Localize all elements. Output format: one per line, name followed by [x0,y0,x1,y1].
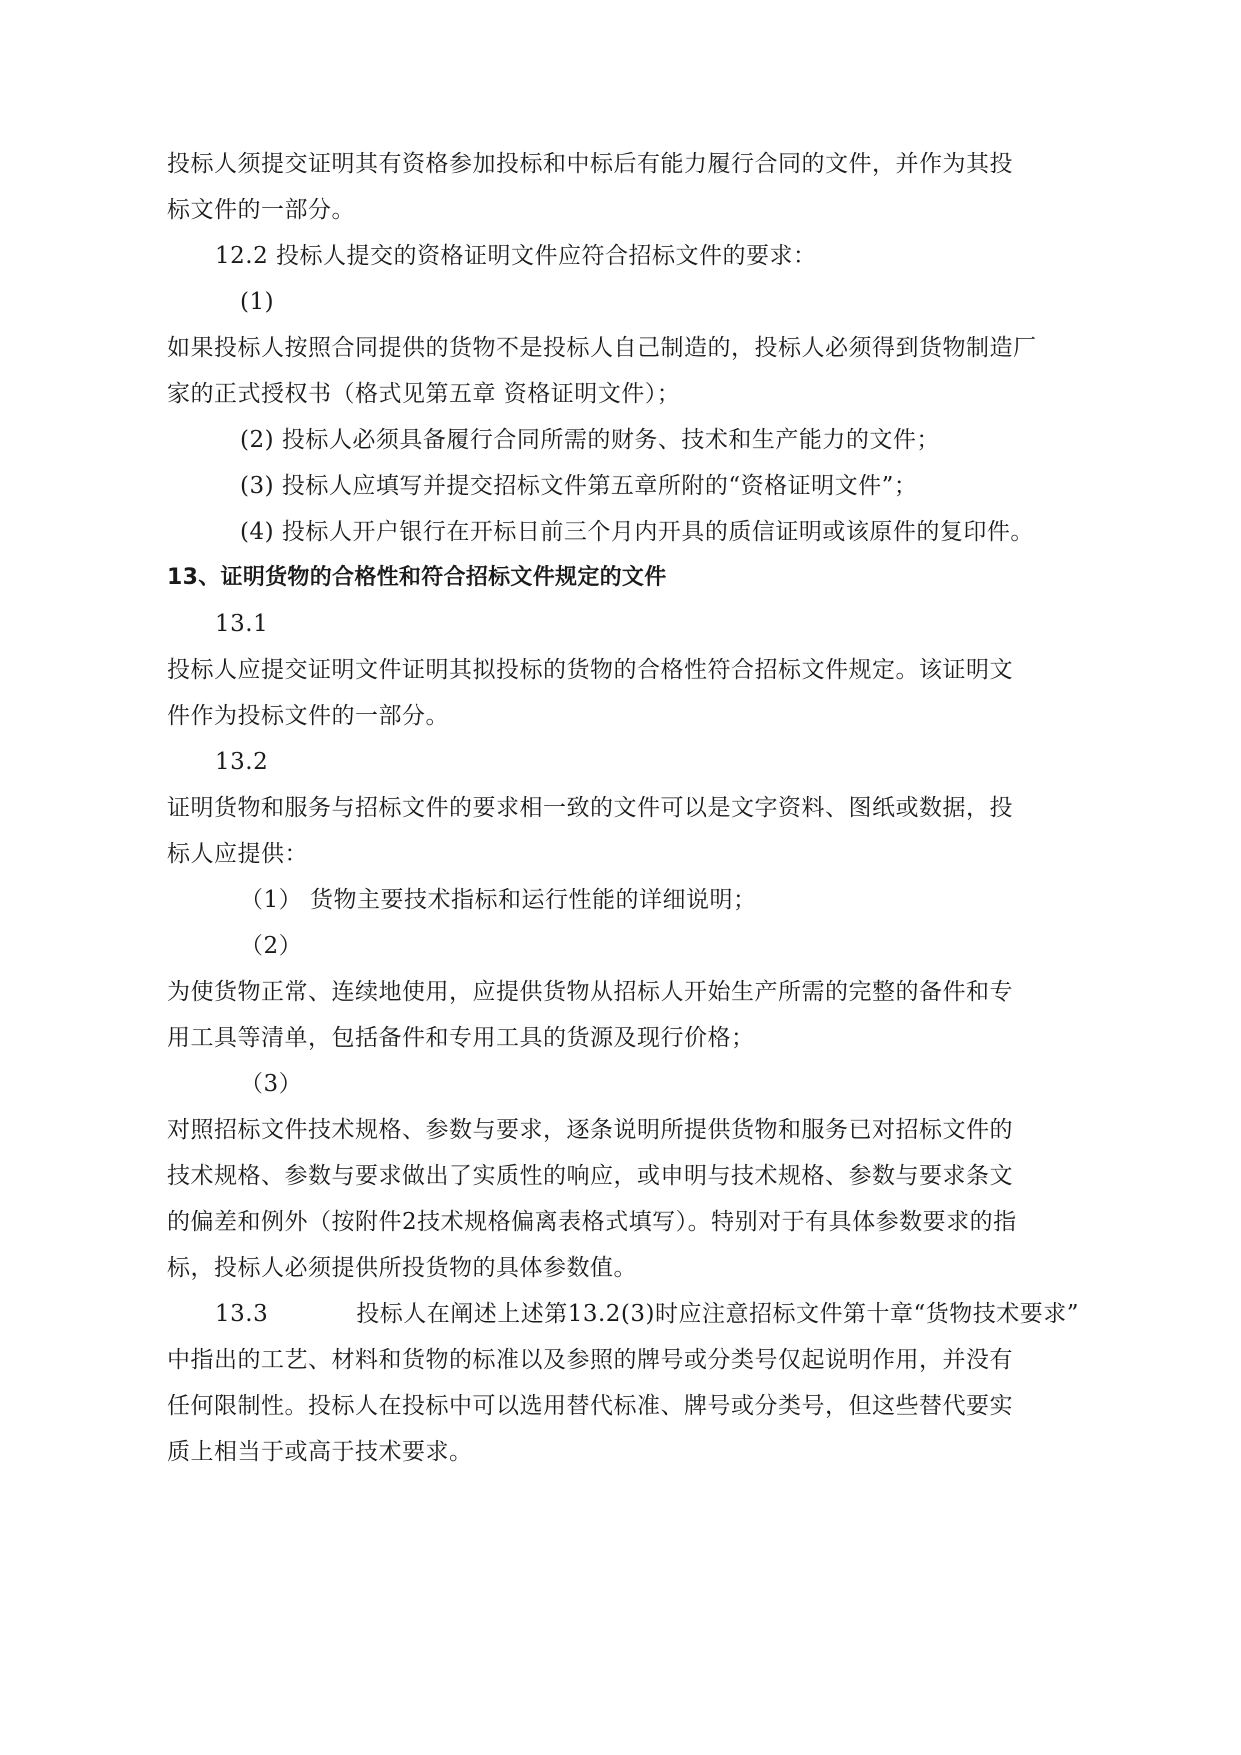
paragraph-line: 投标人须提交证明其有资格参加投标和中标后有能力履行合同的文件，并作为其投 [167,151,1013,177]
list-item: (3) 投标人应填写并提交招标文件第五章所附的“资格证明文件”； [240,473,918,499]
item-number: (1) [240,289,275,315]
item-number: （3） [240,1071,303,1097]
paragraph-line: 家的正式授权书（格式见第五章 资格证明文件）； [167,381,681,407]
paragraph-line: 技术规格、参数与要求做出了实质性的响应，或申明与技术规格、参数与要求条文 [167,1163,1013,1189]
paragraph-line: 中指出的工艺、材料和货物的标准以及参照的牌号或分类号仅起说明作用，并没有 [167,1347,1013,1373]
section-heading-13: 13、证明货物的合格性和符合招标文件规定的文件 [167,565,667,590]
clause-12-2: 12.2 投标人提交的资格证明文件应符合招标文件的要求： [215,243,817,269]
paragraph-line: 证明货物和服务与招标文件的要求相一致的文件可以是文字资料、图纸或数据，投 [167,795,1013,821]
list-item: （1） 货物主要技术指标和运行性能的详细说明； [240,887,757,913]
item-number: （2） [240,933,303,959]
paragraph-line: 标，投标人必须提供所投货物的具体参数值。 [167,1255,637,1281]
clause-13-3 [215,1299,1145,1329]
list-item: (2) 投标人必须具备履行合同所需的财务、技术和生产能力的文件； [240,427,940,453]
paragraph-line: 质上相当于或高于技术要求。 [167,1439,473,1465]
clause-number: 13.2 [215,749,269,775]
paragraph-line: 任何限制性。投标人在投标中可以选用替代标准、牌号或分类号，但这些替代要实 [167,1393,1013,1419]
clause-number: 13.1 [215,611,269,637]
clause-number: 13.3 [215,1301,269,1327]
paragraph-line: 标文件的一部分。 [167,197,355,223]
paragraph-line: 的偏差和例外（按附件2技术规格偏离表格式填写）。特别对于有具体参数要求的指 [167,1209,1017,1235]
paragraph-line: 用工具等清单，包括备件和专用工具的货源及现行价格； [167,1025,755,1051]
paragraph-line: 标人应提供： [167,841,308,867]
paragraph-line: 为使货物正常、连续地使用，应提供货物从招标人开始生产所需的完整的备件和专 [167,979,1013,1005]
paragraph-line: 件作为投标文件的一部分。 [167,703,449,729]
paragraph-line: 投标人应提交证明文件证明其拟投标的货物的合格性符合招标文件规定。该证明文 [167,657,1013,683]
list-item: (4) 投标人开户银行在开标日前三个月内开具的质信证明或该原件的复印件。 [240,519,1034,545]
clause-text: 投标人在阐述上述第13.2(3)时应注意招标文件第十章“货物技术要求” [356,1301,1080,1327]
paragraph-line: 如果投标人按照合同提供的货物不是投标人自己制造的，投标人必须得到货物制造厂 [167,335,1037,361]
paragraph-line: 对照招标文件技术规格、参数与要求，逐条说明所提供货物和服务已对招标文件的 [167,1117,1013,1143]
